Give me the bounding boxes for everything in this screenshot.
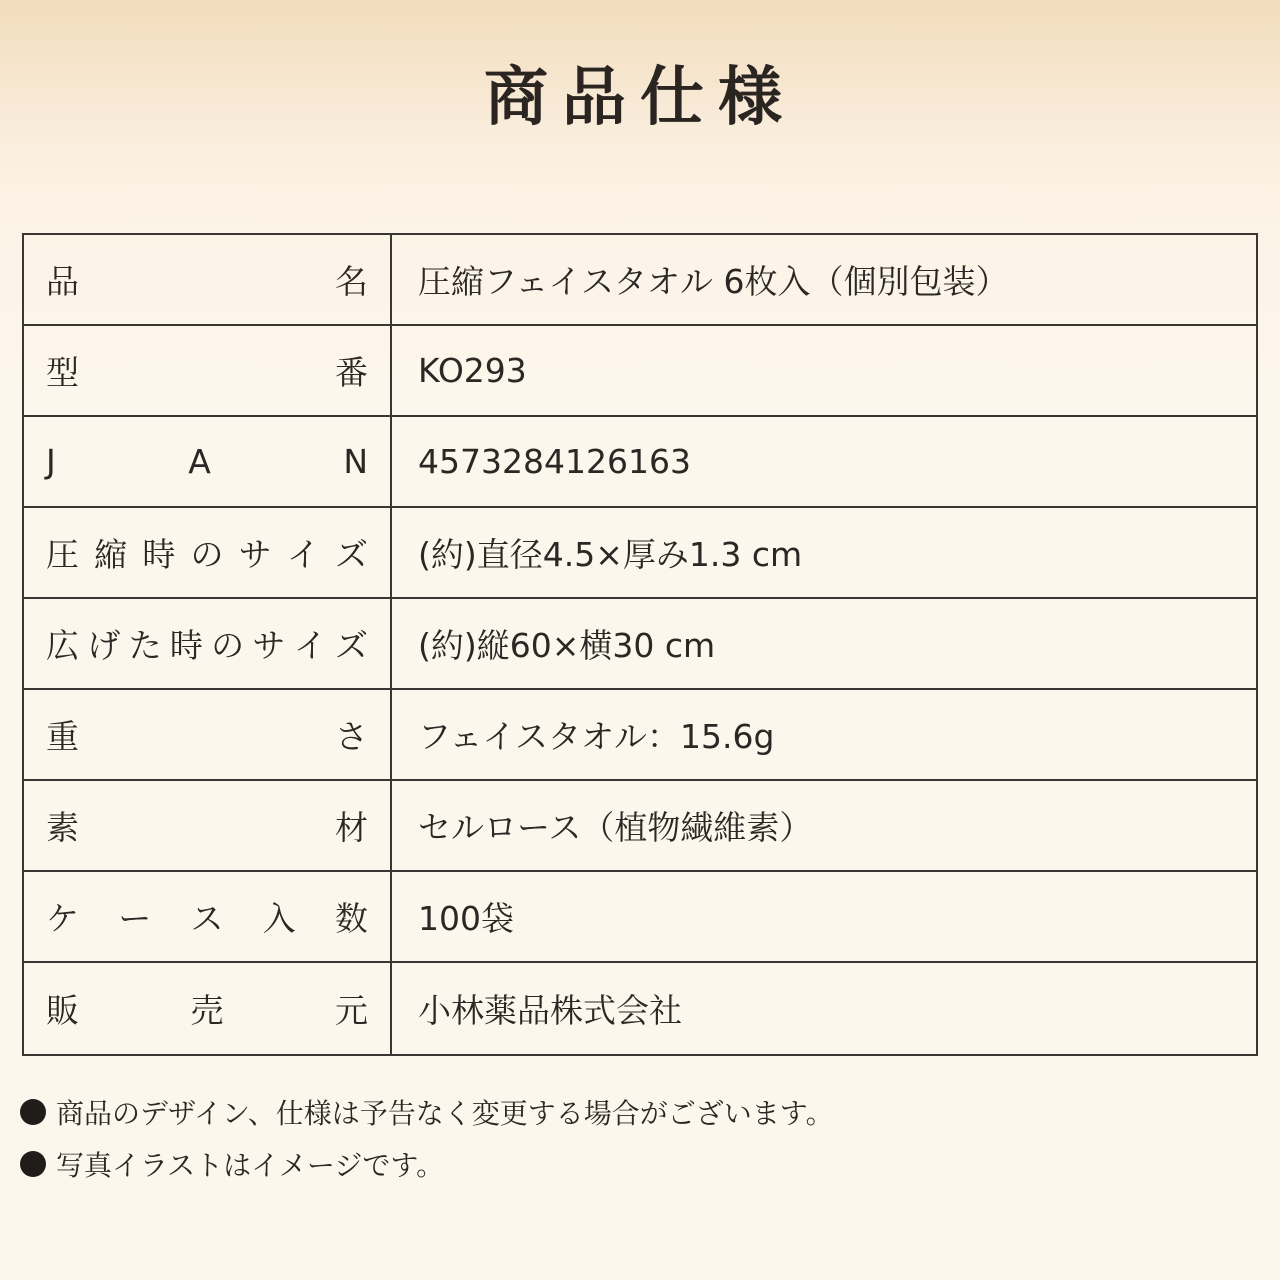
spec-label-char: 縮	[94, 535, 128, 574]
spec-label-char: 入	[262, 899, 296, 938]
bullet-icon	[20, 1099, 46, 1125]
spec-label-cell	[23, 507, 391, 598]
spec-label	[46, 802, 368, 849]
spec-label-char: 番	[335, 353, 368, 392]
spec-label-char: 材	[335, 808, 368, 847]
spec-value: 圧縮フェイスタオル 6枚入（個別包装）	[391, 234, 1257, 325]
spec-row	[23, 325, 1257, 416]
spec-label-char: サ	[252, 626, 286, 665]
note-item	[20, 1144, 1260, 1184]
spec-label	[46, 620, 368, 667]
spec-label	[46, 256, 368, 303]
spec-label	[46, 985, 368, 1032]
spec-label-char: イ	[286, 535, 320, 574]
bullet-icon	[20, 1151, 46, 1177]
spec-row	[23, 598, 1257, 689]
spec-label-char: の	[190, 535, 224, 574]
spec-label-char: N	[343, 442, 368, 481]
spec-label-char: 販	[46, 991, 79, 1030]
spec-label	[46, 347, 368, 394]
spec-row	[23, 507, 1257, 598]
spec-label-char: A	[188, 442, 211, 481]
spec-row	[23, 871, 1257, 962]
note-item	[20, 1092, 1260, 1132]
spec-value: 小林薬品株式会社	[391, 962, 1257, 1055]
spec-row	[23, 416, 1257, 507]
spec-label-char: サ	[238, 535, 272, 574]
spec-label-cell	[23, 962, 391, 1055]
spec-label-cell	[23, 780, 391, 871]
spec-value: セルロース（植物繊維素）	[391, 780, 1257, 871]
page-title: 商品仕様	[484, 61, 796, 135]
spec-label-char: 素	[46, 808, 79, 847]
spec-label-char: ズ	[334, 535, 368, 574]
spec-row	[23, 234, 1257, 325]
spec-label-char: J	[46, 442, 56, 481]
notes	[20, 1092, 1260, 1196]
spec-label-char: ケ	[46, 899, 79, 938]
spec-label-char: ス	[190, 899, 224, 938]
spec-label	[46, 529, 368, 576]
spec-value: (約)縦60×横30 cm	[391, 598, 1257, 689]
note-text: 写真イラストはイメージです。	[56, 1149, 445, 1182]
spec-label-cell	[23, 689, 391, 780]
spec-label-char: た	[128, 626, 162, 665]
spec-label-char: 圧	[46, 535, 79, 574]
spec-table	[22, 233, 1258, 1056]
spec-label-char: 売	[190, 991, 224, 1030]
spec-label-char: ズ	[334, 626, 368, 665]
spec-label-cell	[23, 871, 391, 962]
spec-label-char: 数	[335, 899, 368, 938]
spec-label-cell	[23, 416, 391, 507]
spec-label	[46, 711, 368, 758]
spec-value: 100袋	[391, 871, 1257, 962]
spec-label-char: 時	[142, 535, 176, 574]
spec-label-char: 時	[169, 626, 203, 665]
spec-label-cell	[23, 234, 391, 325]
spec-label-cell	[23, 325, 391, 416]
spec-label-char: さ	[335, 717, 368, 756]
spec-value: (約)直径4.5×厚み1.3 cm	[391, 507, 1257, 598]
spec-value: フェイスタオル：15.6g	[391, 689, 1257, 780]
spec-row	[23, 780, 1257, 871]
spec-label	[46, 893, 368, 940]
spec-row	[23, 689, 1257, 780]
spec-value: 4573284126163	[391, 416, 1257, 507]
spec-row	[23, 962, 1257, 1055]
spec-label	[46, 442, 368, 481]
note-text: 商品のデザイン、仕様は予告なく変更する場合がございます。	[56, 1097, 834, 1130]
spec-label-char: げ	[87, 626, 121, 665]
spec-label-char: 品	[46, 262, 79, 301]
spec-label-char: 元	[335, 991, 368, 1030]
spec-label-cell	[23, 598, 391, 689]
spec-label-char: 名	[335, 262, 368, 301]
spec-label-char: ー	[118, 899, 152, 938]
spec-label-char: 重	[46, 717, 79, 756]
spec-value: KO293	[391, 325, 1257, 416]
spec-label-char: 型	[46, 353, 79, 392]
spec-label-char: の	[211, 626, 245, 665]
spec-label-char: 広	[46, 626, 79, 665]
spec-label-char: イ	[293, 626, 327, 665]
